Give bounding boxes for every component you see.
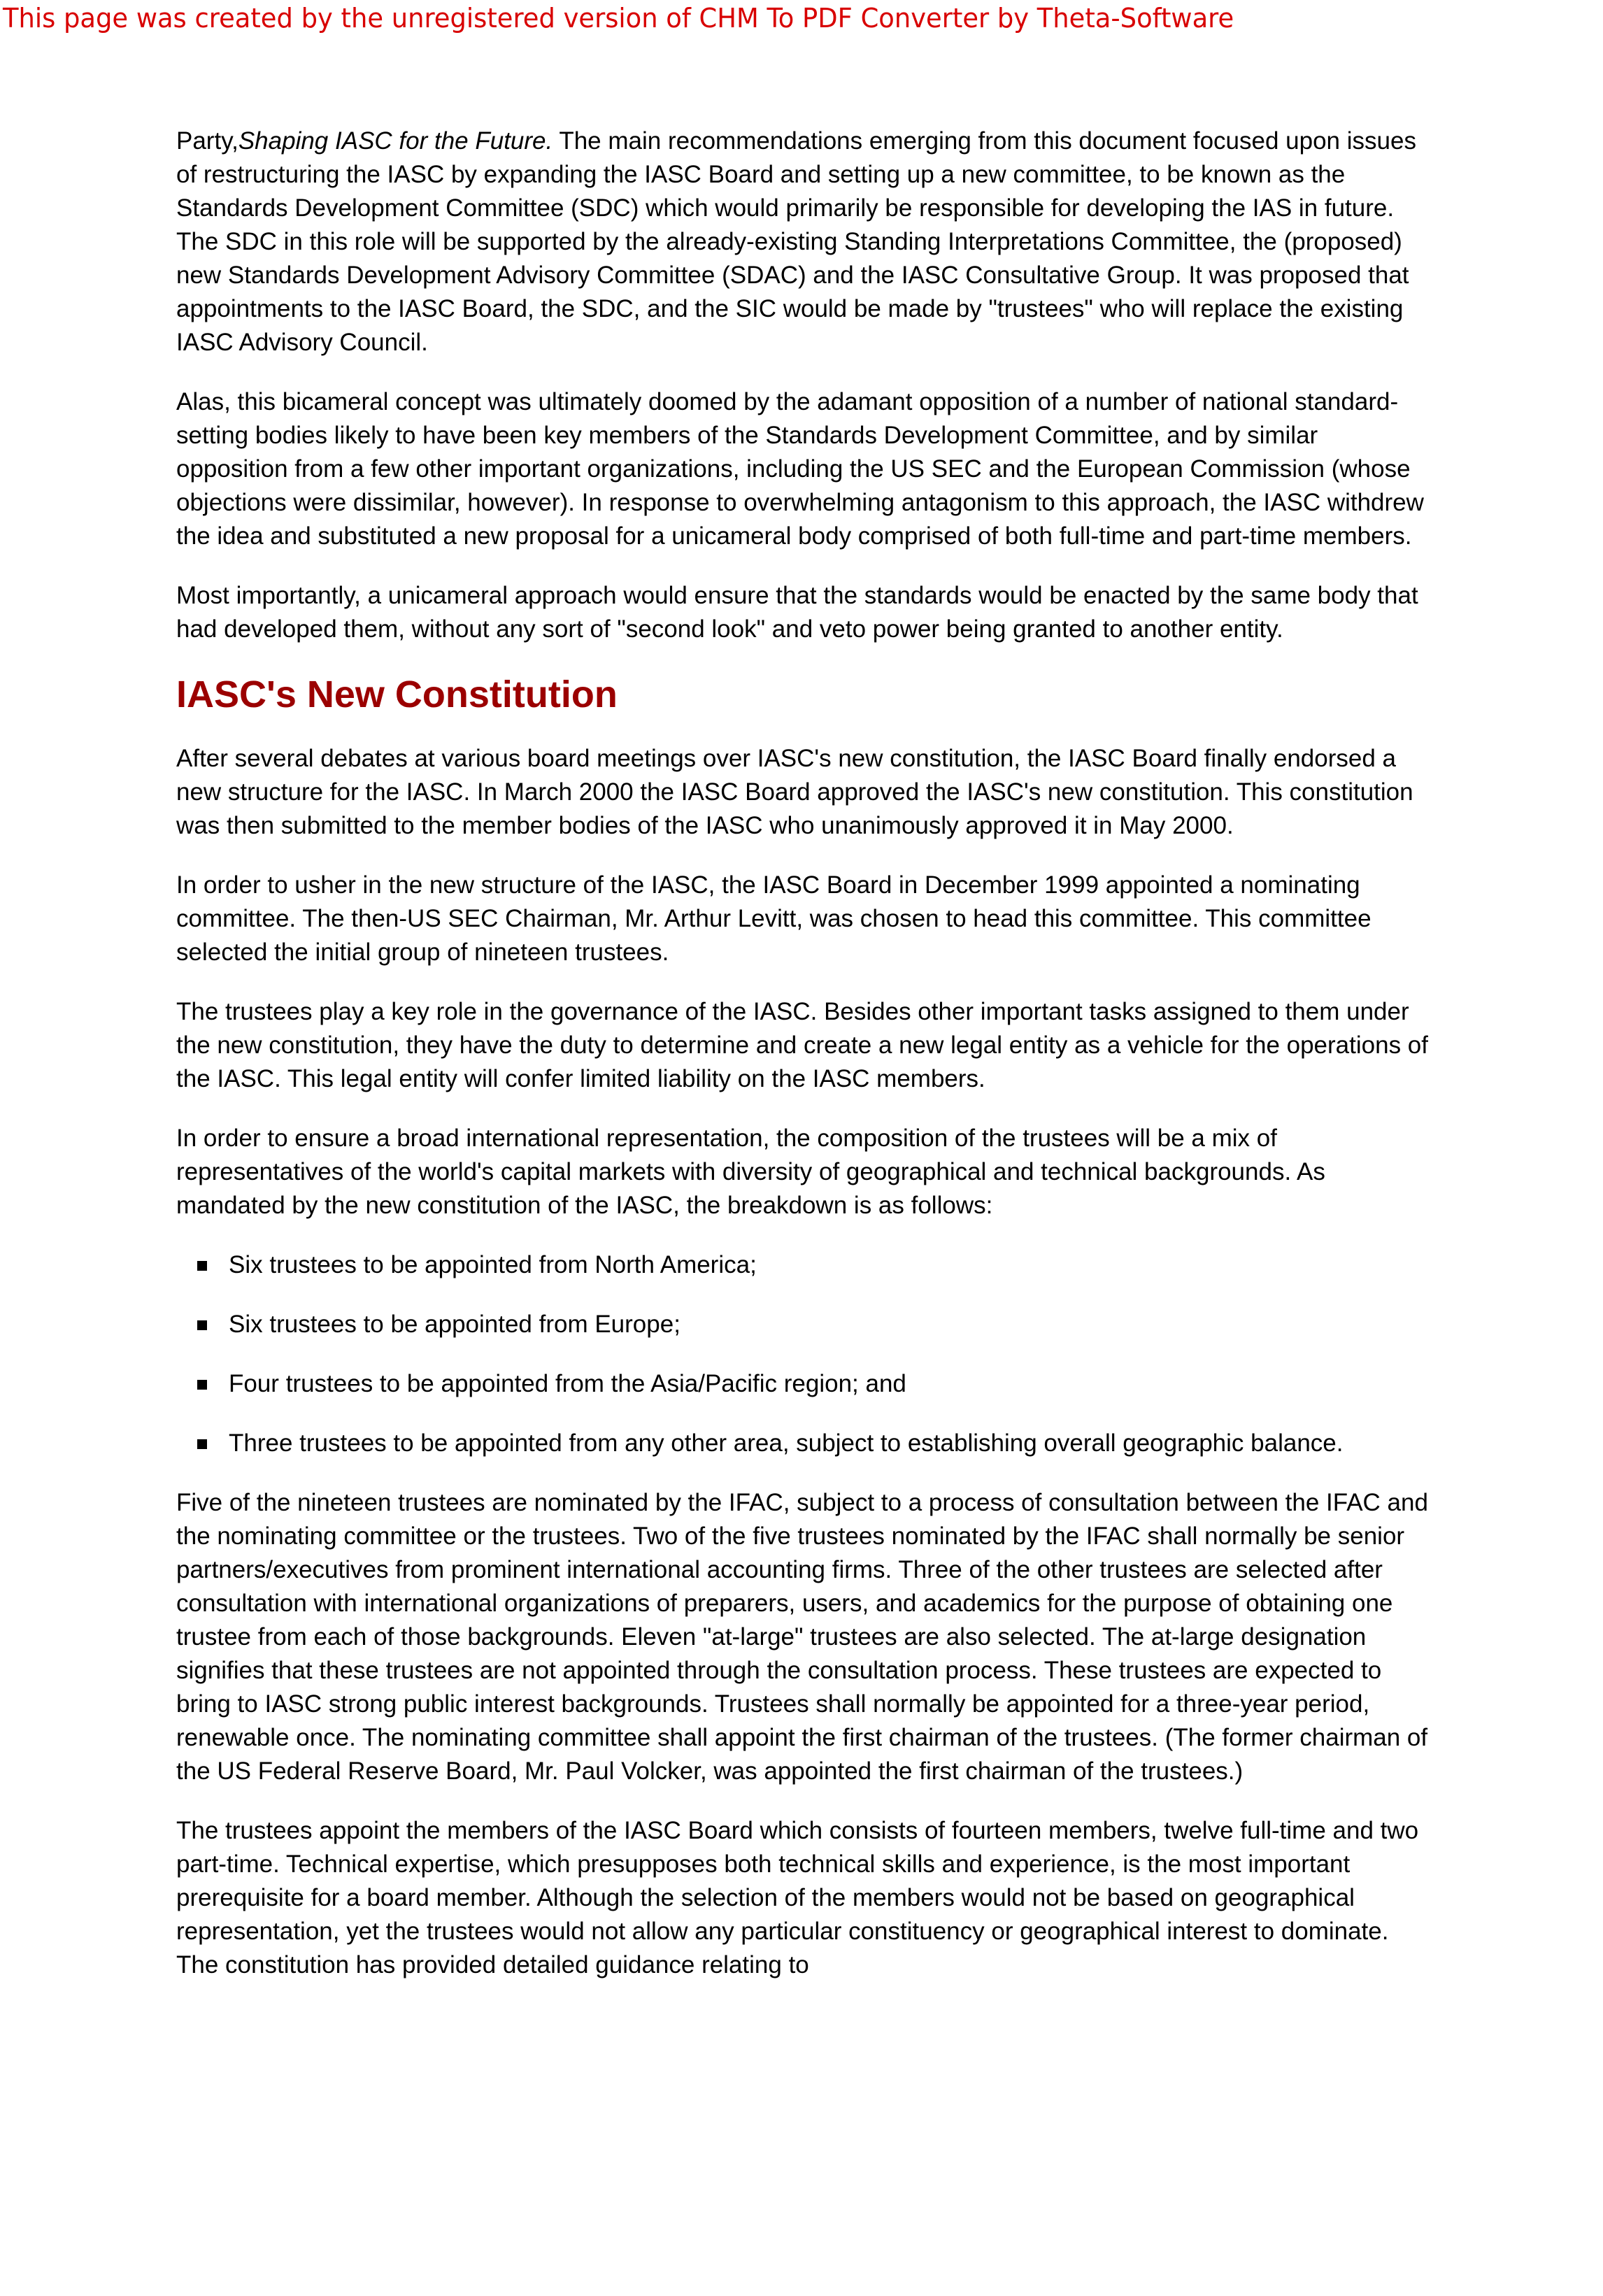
square-bullet-icon <box>197 1261 207 1271</box>
paragraph-nominating-committee: In order to usher in the new structure of the IASC, the IASC Board in December 1999 appointed a nominating committee. The then-US SEC Chairman, Mr. Arthur Levitt, was chosen to head this committee. This committee selected the initial group of nineteen trustees. <box>176 871 1372 966</box>
list-item-text: Six trustees to be appointed from North America; <box>229 1251 757 1278</box>
list-item <box>176 1427 1435 1460</box>
paragraph-constitution-endorsed: After several debates at various board meetings over IASC's new constitution, the IASC Board finally endorsed a new structure for the IASC. In March 2000 the IASC Board approved the IASC's new constitution. This constitution was then submitted to the member bodies of the IASC who unanimously approved it in May 2000. <box>176 745 1413 839</box>
list-item <box>176 1248 1435 1282</box>
list-item-text: Three trustees to be appointed from any other area, subject to establishing overall geographic balance. <box>229 1429 1344 1457</box>
intro-paragraph <box>176 124 1435 359</box>
paragraph-unicameral: Most importantly, a unicameral approach would ensure that the standards would be enacted by the same body that had developed them, without any sort of "second look" and veto power being granted to another entity. <box>176 582 1418 643</box>
square-bullet-icon <box>197 1439 207 1449</box>
document-title-italic: Shaping IASC for the Future. <box>238 127 553 155</box>
paragraph-ifac-nominations: Five of the nineteen trustees are nominated by the IFAC, subject to a process of consultation between the IFAC and the nominating committee or the trustees. Two of the five trustees nominated by the IFAC shall normally be senior partners/executives from prominent international accounting firms. Three of the other trustees are selected after consultation with international organizations of preparers, users, and academics for the purpose of obtaining one trustee from each of those backgrounds. Eleven "at-large" trustees are also selected. The at-large designation signifies that these trustees are not appointed through the consultation process. These trustees are expected to bring to IASC strong public interest backgrounds. Trustees shall normally be appointed for a three-year period, renewable once. The nominating committee shall appoint the first chairman of the trustees. (The former chairman of the US Federal Reserve Board, Mr. Paul Volcker, was appointed the first chairman of the trustees.) <box>176 1489 1428 1785</box>
paragraph-board-members: The trustees appoint the members of the IASC Board which consists of fourteen members, twelve full-time and two part-time. Technical expertise, which presupposes both technical skills and experience, is the most important prerequisite for a board member. Although the selection of the members would not be based on geographical representation, yet the trustees would not allow any particular constituency or geographical interest to dominate. The constitution has provided detailed guidance relating to <box>176 1817 1419 1978</box>
square-bullet-icon <box>197 1380 207 1390</box>
section-heading: IASC's New Constitution <box>176 673 618 715</box>
intro-rest: The main recommendations emerging from this document focused upon issues of restructuring the IASC by expanding the IASC Board and setting up a new committee, to be known as the Standards Development Committee (SDC) which would primarily be responsible for developing the IAS in future. The SDC in this role will be supported by the already-existing Standing Interpretations Committee, the (proposed) new Standards Development Advisory Committee (SDAC) and the IASC Consultative Group. It was proposed that appointments to the IASC Board, the SDC, and the SIC would be made by "trustees" who will replace the existing IASC Advisory Council. <box>176 127 1416 356</box>
paragraph-bicameral: Alas, this bicameral concept was ultimately doomed by the adamant opposition of a number of national standard-setting bodies likely to have been key members of the Standards Development Committee, and by similar opposition from a few other important organizations, including the US SEC and the European Commission (whose objections were dissimilar, however). In response to overwhelming antagonism to this approach, the IASC withdrew the idea and substituted a new proposal for a unicameral body comprised of both full-time and part-time members. <box>176 388 1424 550</box>
square-bullet-icon <box>197 1320 207 1330</box>
converter-watermark: This page was created by the unregistered version of CHM To PDF Converter by Theta-Software <box>3 3 1234 34</box>
list-item <box>176 1367 1435 1401</box>
document-body <box>176 124 1435 2008</box>
list-item-text: Four trustees to be appointed from the Asia/Pacific region; and <box>229 1370 906 1397</box>
list-item-text: Six trustees to be appointed from Europe; <box>229 1311 681 1338</box>
trustee-breakdown-list <box>176 1248 1435 1460</box>
list-item <box>176 1308 1435 1341</box>
paragraph-trustees-composition: In order to ensure a broad international representation, the composition of the trustees will be a mix of representatives of the world's capital markets with diversity of geographical and technical backgrounds. As mandated by the new constitution of the IASC, the breakdown is as follows: <box>176 1125 1325 1219</box>
intro-lead: Party, <box>176 127 238 155</box>
paragraph-trustees-role: The trustees play a key role in the governance of the IASC. Besides other important tasks assigned to them under the new constitution, they have the duty to determine and create a new legal entity as a vehicle for the operations of the IASC. This legal entity will confer limited liability on the IASC members. <box>176 998 1428 1092</box>
